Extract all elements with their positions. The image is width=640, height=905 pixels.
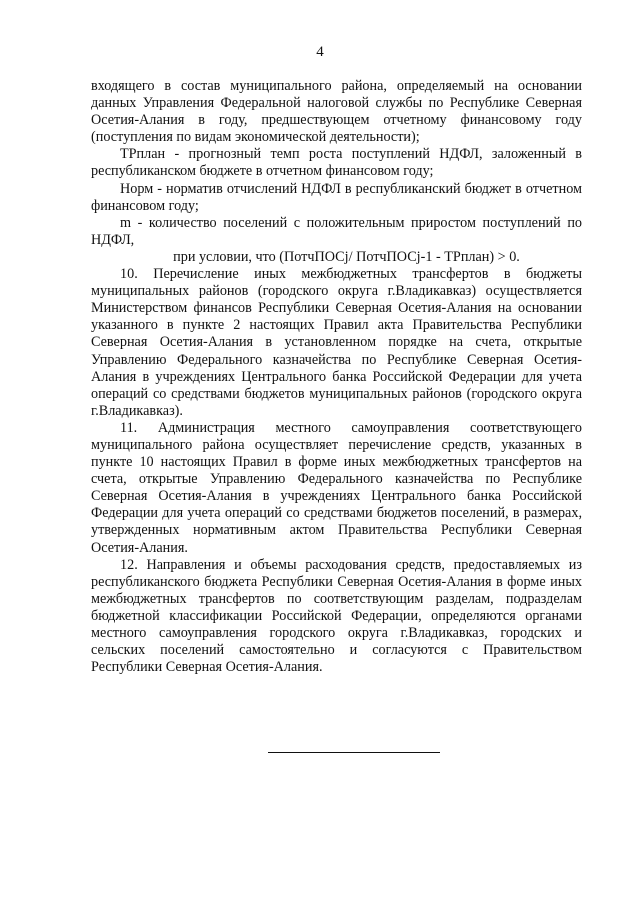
paragraph-clause-10: 10. Перечисление иных межбюджетных трансфертов в бюджеты муниципальных районов (городского округа г.Владикавказ) осуществляется Министерством финансов Республики Северная Осетия-Алания на основании указанного в пункте 2 настоящих Правил акта Правительства Республики Северная Осетия-Алания в установленном порядке на счета, открытые Управлению Федерального казначейства по Республике Северная Осетия-Алания в учреждениях Центрального банка Российской Федерации для учета операций со средствами бюджетов муниципальных районов (городского округа г.Владикавказ). <box>91 266 582 419</box>
page-number: 4 <box>316 44 324 60</box>
paragraph-norm-definition: Норм - норматив отчислений НДФЛ в республиканский бюджет в отчетном финансовом году; <box>91 180 582 214</box>
paragraph-m-definition: m - количество поселений с положительным приростом поступлений по НДФЛ, <box>91 214 582 248</box>
body-text <box>91 78 582 676</box>
footer-separator-line <box>268 752 440 753</box>
paragraph-condition: при условии, что (ПотчПОСj/ ПотчПОСj-1 - ТРплан) > 0. <box>173 248 520 265</box>
paragraph-tax-base-continuation: входящего в состав муниципального района, определяемый на основании данных Управления Федеральной налоговой службы по Республике Северная Осетия-Алания в году, предшествующем отчетному финансовому году (поступления по видам экономической деятельности); <box>91 78 582 146</box>
paragraph-clause-11: 11. Администрация местного самоуправления соответствующего муниципального района осуществляет перечисление средств, указанных в пункте 10 настоящих Правил в форме иных межбюджетных трансфертов на счета, открытые Управлению Федерального казначейства по Республике Северная Осетия-Алания в учреждениях Центрального банка Российской Федерации для учета операций со средствами бюджетов поселений, в размерах, утвержденных нормативным актом Правительства Республики Северная Осетия-Алания. <box>91 419 582 556</box>
paragraph-clause-12: 12. Направления и объемы расходования средств, предоставляемых из республиканского бюджета Республики Северная Осетия-Алания в форме иных межбюджетных трансфертов по соответствующим разделам, подразделам бюджетной классификации Российской Федерации, определяются органами местного самоуправления городского округа г.Владикавказ, городских и сельских поселений самостоятельно и согласуются с Правительством Республики Северная Осетия-Алания. <box>91 556 582 676</box>
paragraph-trplan-definition: ТРплан - прогнозный темп роста поступлений НДФЛ, заложенный в республиканском бюджете в отчетном финансовом году; <box>91 146 582 180</box>
